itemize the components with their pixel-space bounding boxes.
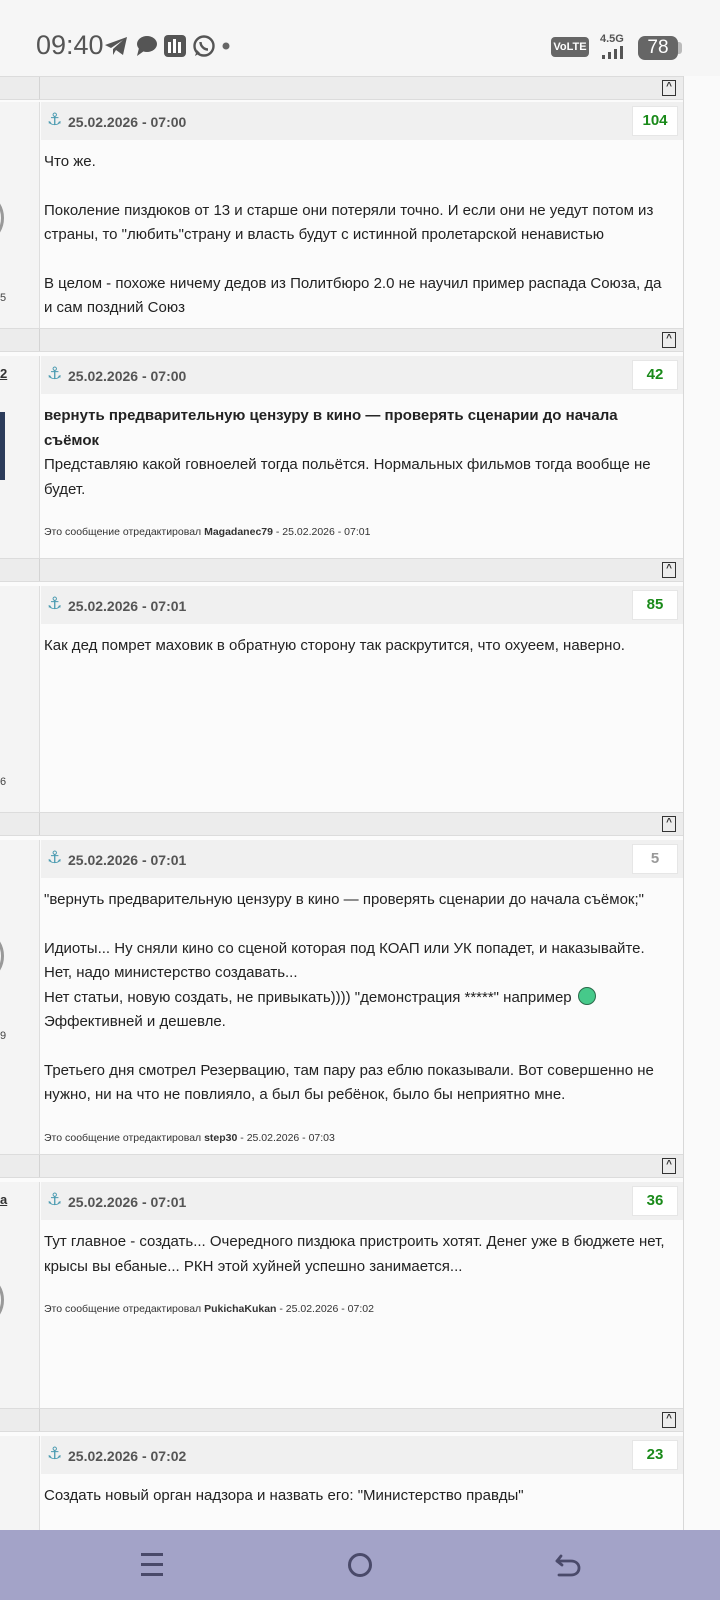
post-separator	[0, 76, 684, 100]
post-separator	[0, 558, 684, 582]
editor-name[interactable]: PukichaKukan	[204, 1303, 277, 1315]
scroll-top-icon[interactable]: ^	[662, 1412, 676, 1428]
post-header	[41, 1436, 684, 1474]
anchor-icon[interactable]: ⚓	[47, 1190, 63, 1209]
post-date: 25.02.2026 - 07:01	[68, 852, 187, 868]
post-separator	[0, 812, 684, 836]
post-text-line: Создать новый орган надзора и назвать его: "Министерство правды"	[44, 1487, 524, 1504]
post-date: 25.02.2026 - 07:01	[68, 598, 187, 614]
post-date: 25.02.2026 - 07:00	[68, 368, 187, 384]
author-column	[0, 102, 40, 328]
avatar[interactable]	[0, 190, 4, 246]
status-bar	[0, 0, 720, 76]
post-date: 25.02.2026 - 07:01	[68, 1194, 187, 1210]
smiley-icon	[578, 987, 596, 1005]
edited-note: Это сообщение отредактировал PukichaKukan - 25.02.2026 - 07:02	[44, 1303, 374, 1315]
back-icon[interactable]	[527, 1530, 607, 1600]
post-body	[44, 150, 672, 321]
author-name[interactable]: 2	[0, 366, 8, 381]
page-margin	[684, 76, 720, 1530]
post-text-line: Тут главное - создать... Очередного пиздюка пристроить хотят. Денег уже в бюджете нет, крысы вы ебаные... РКН этой хуйней успешно занимается...	[44, 1233, 665, 1275]
post	[0, 1436, 684, 1530]
author-column	[0, 1182, 40, 1408]
post-header	[41, 356, 684, 394]
post-body	[44, 404, 672, 545]
chat-bubble-icon	[134, 34, 158, 58]
author-name[interactable]: a	[0, 1192, 8, 1207]
whatsapp-icon	[192, 34, 216, 58]
post-rating[interactable]: 5	[632, 844, 678, 874]
avatar[interactable]	[0, 928, 4, 984]
post-text-line: Поколение пиздюков от 13 и старше они потеряли точно. И если они не уедут потом из страны, то "любить"страну и власть будут с истинной пролетарской ненавистью	[44, 201, 654, 243]
home-icon[interactable]	[320, 1530, 400, 1600]
author-stat: 9	[0, 1030, 7, 1042]
author-column	[0, 356, 40, 558]
post	[0, 356, 684, 558]
author-column	[0, 840, 40, 1154]
post-text-line: Нет статьи, новую создать, не привыкать)))) "демонстрация *****" например	[44, 986, 672, 1011]
post	[0, 586, 684, 812]
post-separator	[0, 1408, 684, 1432]
battery-tip	[678, 42, 682, 54]
dot-icon	[221, 34, 231, 58]
scroll-top-icon[interactable]: ^	[662, 80, 676, 96]
post-header	[41, 1182, 684, 1220]
post-rating[interactable]: 85	[632, 590, 678, 620]
scroll-top-icon[interactable]: ^	[662, 562, 676, 578]
post-quote-line: вернуть предварительную цензуру в кино — проверять сценарии до начала съёмок	[44, 407, 618, 449]
post-text-line: Третьего дня смотрел Резервацию, там пару раз еблю показывали. Вот совершенно не нужно, ни на что не повлияло, а был бы ребёнок, было бы неприятно мне.	[44, 1061, 654, 1103]
scroll-top-icon[interactable]: ^	[662, 816, 676, 832]
post	[0, 1182, 684, 1408]
editor-name[interactable]: step30	[204, 1131, 238, 1144]
post-body	[44, 888, 672, 1150]
post-rating[interactable]: 36	[632, 1186, 678, 1216]
menu-icon[interactable]	[113, 1530, 193, 1600]
volte-badge: VoLTE	[551, 37, 589, 57]
author-stat: 5	[0, 292, 7, 304]
post-date: 25.02.2026 - 07:00	[68, 114, 187, 130]
post-text-line: Что же.	[44, 153, 96, 170]
signal-icon	[600, 45, 628, 59]
post-text-line: Идиоты... Ну сняли кино со сценой которая под КОАП или УК попадет, и наказывайте. Нет, надо министерство создавать...	[44, 939, 645, 981]
post-header	[41, 586, 684, 624]
post-rating[interactable]: 104	[632, 106, 678, 136]
anchor-icon[interactable]: ⚓	[47, 1444, 63, 1463]
author-column	[0, 1436, 40, 1530]
scroll-top-icon[interactable]: ^	[662, 1158, 676, 1174]
post-header	[41, 102, 684, 140]
post	[0, 102, 684, 328]
forum-thread[interactable]	[0, 76, 684, 1530]
clock: 09:40	[36, 30, 104, 60]
edited-note: Это сообщение отредактировал Magadanec79 - 25.02.2026 - 07:01	[44, 526, 371, 538]
avatar[interactable]	[0, 412, 5, 480]
anchor-icon[interactable]: ⚓	[47, 594, 63, 613]
post-body	[44, 634, 672, 659]
author-column	[0, 586, 40, 812]
telegram-icon	[103, 34, 129, 58]
editor-name[interactable]: Magadanec79	[204, 526, 273, 538]
post-separator	[0, 328, 684, 352]
post-body	[44, 1230, 672, 1322]
anchor-icon[interactable]: ⚓	[47, 110, 63, 129]
network-type: 4.5G	[600, 33, 624, 45]
post-text-line: Как дед помрет маховик в обратную сторону так раскрутится, что охуеем, наверно.	[44, 637, 625, 654]
battery-indicator: 78	[638, 36, 678, 60]
post-text-line: "вернуть предварительную цензуру в кино — проверять сценарии до начала съёмок;"	[44, 891, 644, 908]
anchor-icon[interactable]: ⚓	[47, 848, 63, 867]
edited-note: Это сообщение отредактировал step30 - 25.02.2026 - 07:03	[44, 1131, 335, 1144]
post-text-line: Эффективней и дешевле.	[44, 1013, 226, 1030]
scroll-top-icon[interactable]: ^	[662, 332, 676, 348]
post	[0, 840, 684, 1154]
post-text-line: В целом - похоже ничему дедов из Политбюро 2.0 не научил пример распада Союза, да и сам поздний Союз	[44, 274, 662, 316]
author-stat: 6	[0, 776, 7, 788]
app-tile-icon	[163, 34, 187, 58]
anchor-icon[interactable]: ⚓	[47, 364, 63, 383]
post-separator	[0, 1154, 684, 1178]
post-rating[interactable]: 42	[632, 360, 678, 390]
network-indicator	[600, 33, 628, 59]
post-date: 25.02.2026 - 07:02	[68, 1448, 187, 1464]
post-body	[44, 1484, 672, 1509]
post-text-line: Представляю какой говноелей тогда польётся. Нормальных фильмов тогда вообще не будет.	[44, 456, 651, 498]
post-rating[interactable]: 23	[632, 1440, 678, 1470]
navigation-bar	[0, 1530, 720, 1600]
avatar[interactable]	[0, 1272, 4, 1328]
post-header	[41, 840, 684, 878]
